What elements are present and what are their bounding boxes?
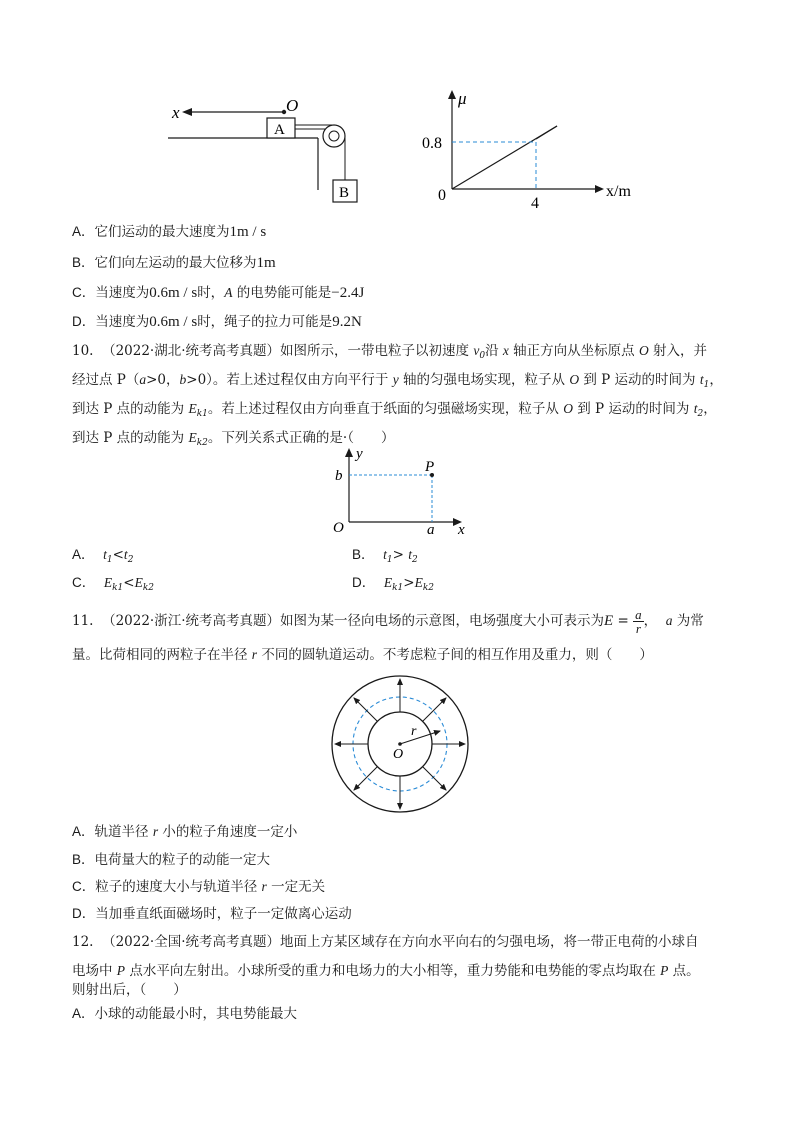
q9-option-b[interactable]: B．它们向左运动的最大位移为1m [72, 255, 276, 271]
q12-stem-line-2: 电场中 P 点水平向左射出。小球所受的重力和电场力的大小相等，重力势能和电势能的零点均取在 P 点。 [72, 963, 700, 979]
fig10-origin-label: O [333, 520, 344, 536]
fig10-b-label: b [335, 468, 343, 484]
origin-label: O [286, 96, 299, 115]
q10-option-d[interactable]: D． $E_{k1}>E_{k2}$ [352, 575, 435, 593]
q11-option-d[interactable]: D．当加垂直纸面磁场时，粒子一定做离心运动 [72, 906, 352, 922]
q10-option-a[interactable]: A． $t_1<t_2$ [72, 547, 134, 565]
q10-stem-line-1: 10. （2022·湖北·统考高考真题）如图所示，一带电粒子以初速度 $v_0$沿 x 轴正方向从坐标原点 O 射入，并 [72, 343, 707, 361]
q11-option-b[interactable]: B．电荷量大的粒子的动能一定大 [72, 852, 271, 868]
q11-option-c[interactable]: C．粒子的速度大小与轨道半径 r 一定无关 [72, 879, 326, 895]
graph-line-extension [536, 126, 557, 139]
question-number: 11. [72, 613, 94, 629]
question-number: 12. [72, 934, 94, 950]
graph-x-arrowhead [595, 185, 604, 193]
fig10-p-label: P [425, 459, 435, 475]
radius-label: r [411, 724, 417, 739]
figure-10-coordinate [326, 444, 476, 536]
graph-y-label: μ [458, 89, 467, 108]
question-source: （2022·全国·统考高考真题） [102, 934, 281, 950]
fig10-y-arrowhead [345, 448, 353, 457]
x-axis-arrowhead [182, 108, 192, 116]
formula-fraction: $\frac{a}{r}$ [635, 607, 642, 636]
figure-9-graph [420, 86, 640, 212]
field-arrow-se [423, 767, 446, 790]
graph-y-tick: 0.8 [422, 135, 442, 152]
q12-option-a[interactable]: A．小球的动能最小时，其电势能最大 [72, 1006, 298, 1022]
q9-option-d[interactable]: D．当速度为0.6m / s时，绳子的拉力可能是9.2N [72, 314, 362, 330]
field-arrow-nw [354, 698, 377, 721]
q9-option-c[interactable]: C．当速度为0.6m / s时，A 的电势能可能是−2.4J [72, 285, 365, 301]
block-b-label: B [339, 185, 350, 201]
field-arrow-sw [354, 767, 377, 790]
graph-origin-label: 0 [438, 187, 446, 204]
x-axis-label: x [172, 103, 180, 122]
figure-11-radial-field [328, 672, 472, 816]
question-source: （2022·浙江·统考高考真题） [102, 613, 281, 629]
q10-stem-line-4: 到达 P 点的动能为 $E_{k2}$。下列关系式正确的是·（ ） [72, 430, 395, 448]
center-label: O [393, 747, 404, 762]
graph-x-label: x/m [606, 183, 631, 200]
graph-y-arrowhead [448, 90, 456, 99]
fig10-x-label: x [458, 522, 465, 536]
q12-stem-line-3: 则射出后，（ ） [72, 982, 187, 998]
question-number: 10. [72, 343, 94, 359]
q10-stem-line-2: 经过点 P（a>0，b>0）。若上述过程仅由方向平行于 y 轴的匀强电场实现，粒子从 O 到 P 运动的时间为 $t_1$， [72, 372, 723, 390]
pulley-axle [329, 131, 339, 141]
q11-stem-line-1: 11. （2022·浙江·统考高考真题）如图为某一径向电场的示意图，电场强度大小可表示为E = $\frac{a}{r}$ ， a 为常 [72, 607, 704, 636]
q9-option-a[interactable]: A．它们运动的最大速度为1m / s [72, 224, 267, 240]
q10-option-c[interactable]: C． $E_{k1}<E_{k2}$ [72, 575, 155, 593]
fig10-a-label: a [427, 522, 435, 536]
radius-arrow [400, 731, 440, 744]
q10-stem-line-3: 到达 P 点的动能为 $E_{k1}$。若上述过程仅由方向垂直于纸面的匀强磁场实现，粒子从 O 到 P 运动的时间为 $t_2$， [72, 401, 717, 419]
fig10-y-label: y [356, 446, 363, 462]
q12-stem-line-1: 12. （2022·全国·统考高考真题）地面上方某区域存在方向水平向右的匀强电场，将一带正电荷的小球自 [72, 934, 699, 950]
q11-option-a[interactable]: A．轨道半径 r 小的粒子角速度一定小 [72, 824, 298, 840]
question-source: （2022·湖北·统考高考真题） [102, 343, 281, 359]
field-arrow-ne [423, 698, 446, 721]
figure-9-pulley [160, 92, 360, 212]
graph-x-tick: 4 [531, 195, 539, 212]
block-a-label: A [274, 122, 285, 138]
q11-stem-line-2: 量。比荷相同的两粒子在半径 r 不同的圆轨道运动。不考虑粒子间的相互作用及重力，则（ ） [72, 647, 653, 663]
q10-option-b[interactable]: B． $t_1> t_2$ [352, 547, 418, 565]
